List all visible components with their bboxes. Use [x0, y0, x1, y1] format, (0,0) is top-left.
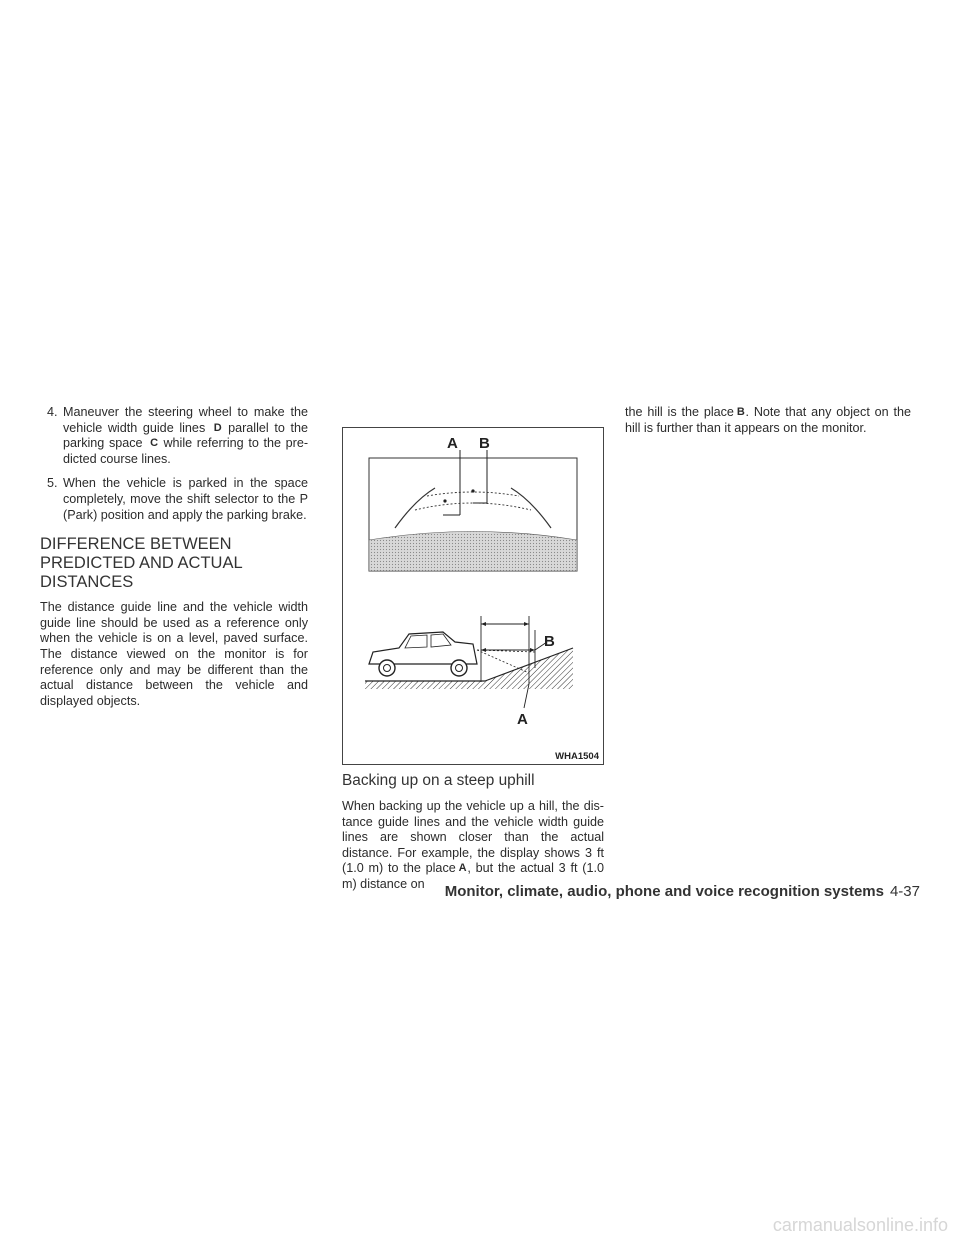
callout-a: A — [458, 862, 467, 875]
bumper-area — [369, 532, 577, 572]
continued-text-1: the hill is the place — [625, 405, 734, 419]
step-4 — [40, 405, 308, 467]
callout-d: D — [213, 421, 222, 434]
section-heading: DIFFERENCE BETWEEN PREDICTED AND ACTUAL DISTANCES — [40, 535, 243, 592]
step-4-text-1: Maneuver the steering wheel to make the vehicle width guide lines — [63, 405, 308, 435]
footer-title: Monitor, climate, audio, phone and voice recognition systems — [444, 883, 884, 900]
watermark: carmanualsonline.info — [772, 1215, 948, 1235]
page-footer — [445, 883, 920, 900]
middle-column — [342, 772, 604, 893]
label-b-top: B — [479, 435, 490, 452]
callout-c: C — [150, 437, 158, 450]
uphill-text-1: When backing up the vehicle up a hill, the dis- tance guide lines and the vehicle width guide lines are shown closer than the actual distance. For example, the display shows 3 ft (1.0 m) to the place — [342, 799, 604, 876]
right-column — [625, 405, 911, 436]
callout-b: B — [736, 406, 745, 418]
section-paragraph: The distance guide line and the vehicle width guide line should be used as a reference only when the vehicle is on a level, paved surface. The distance viewed on the monitor is for reference only and may be different than the actual distance between the vehicle and displayed objects. — [40, 600, 308, 708]
uphill-text-2: , but the actual 3 ft (1.0 m) distance on — [342, 861, 604, 891]
step-5 — [40, 476, 308, 523]
step-4-number: 4. — [47, 405, 58, 419]
diagram-illustration — [343, 428, 605, 766]
subheading: Backing up on a steep uphill — [342, 772, 535, 789]
label-a-side: A — [517, 711, 528, 728]
rear-view-diagram — [342, 427, 604, 765]
step-5-number: 5. — [47, 476, 58, 491]
step-4-text-2: parallel to the parking space — [63, 420, 308, 451]
continued-text-2: . Note that any object on the hill is further than it appears on the monitor. — [625, 405, 911, 435]
label-b-side: B — [544, 633, 555, 650]
step-5-text: When the vehicle is parked in the space completely, move the shift selector to the P (Park) position and apply the parking brake. — [63, 476, 308, 522]
step-4-text-3: while referring to the pre- dicted course lines. — [63, 436, 309, 466]
continued-paragraph — [625, 405, 911, 436]
left-column — [40, 405, 308, 709]
page-number: 4-37 — [889, 883, 920, 900]
figure-code: WHA1504 — [555, 751, 599, 762]
uphill-paragraph — [342, 799, 604, 893]
label-a-top: A — [447, 435, 458, 452]
